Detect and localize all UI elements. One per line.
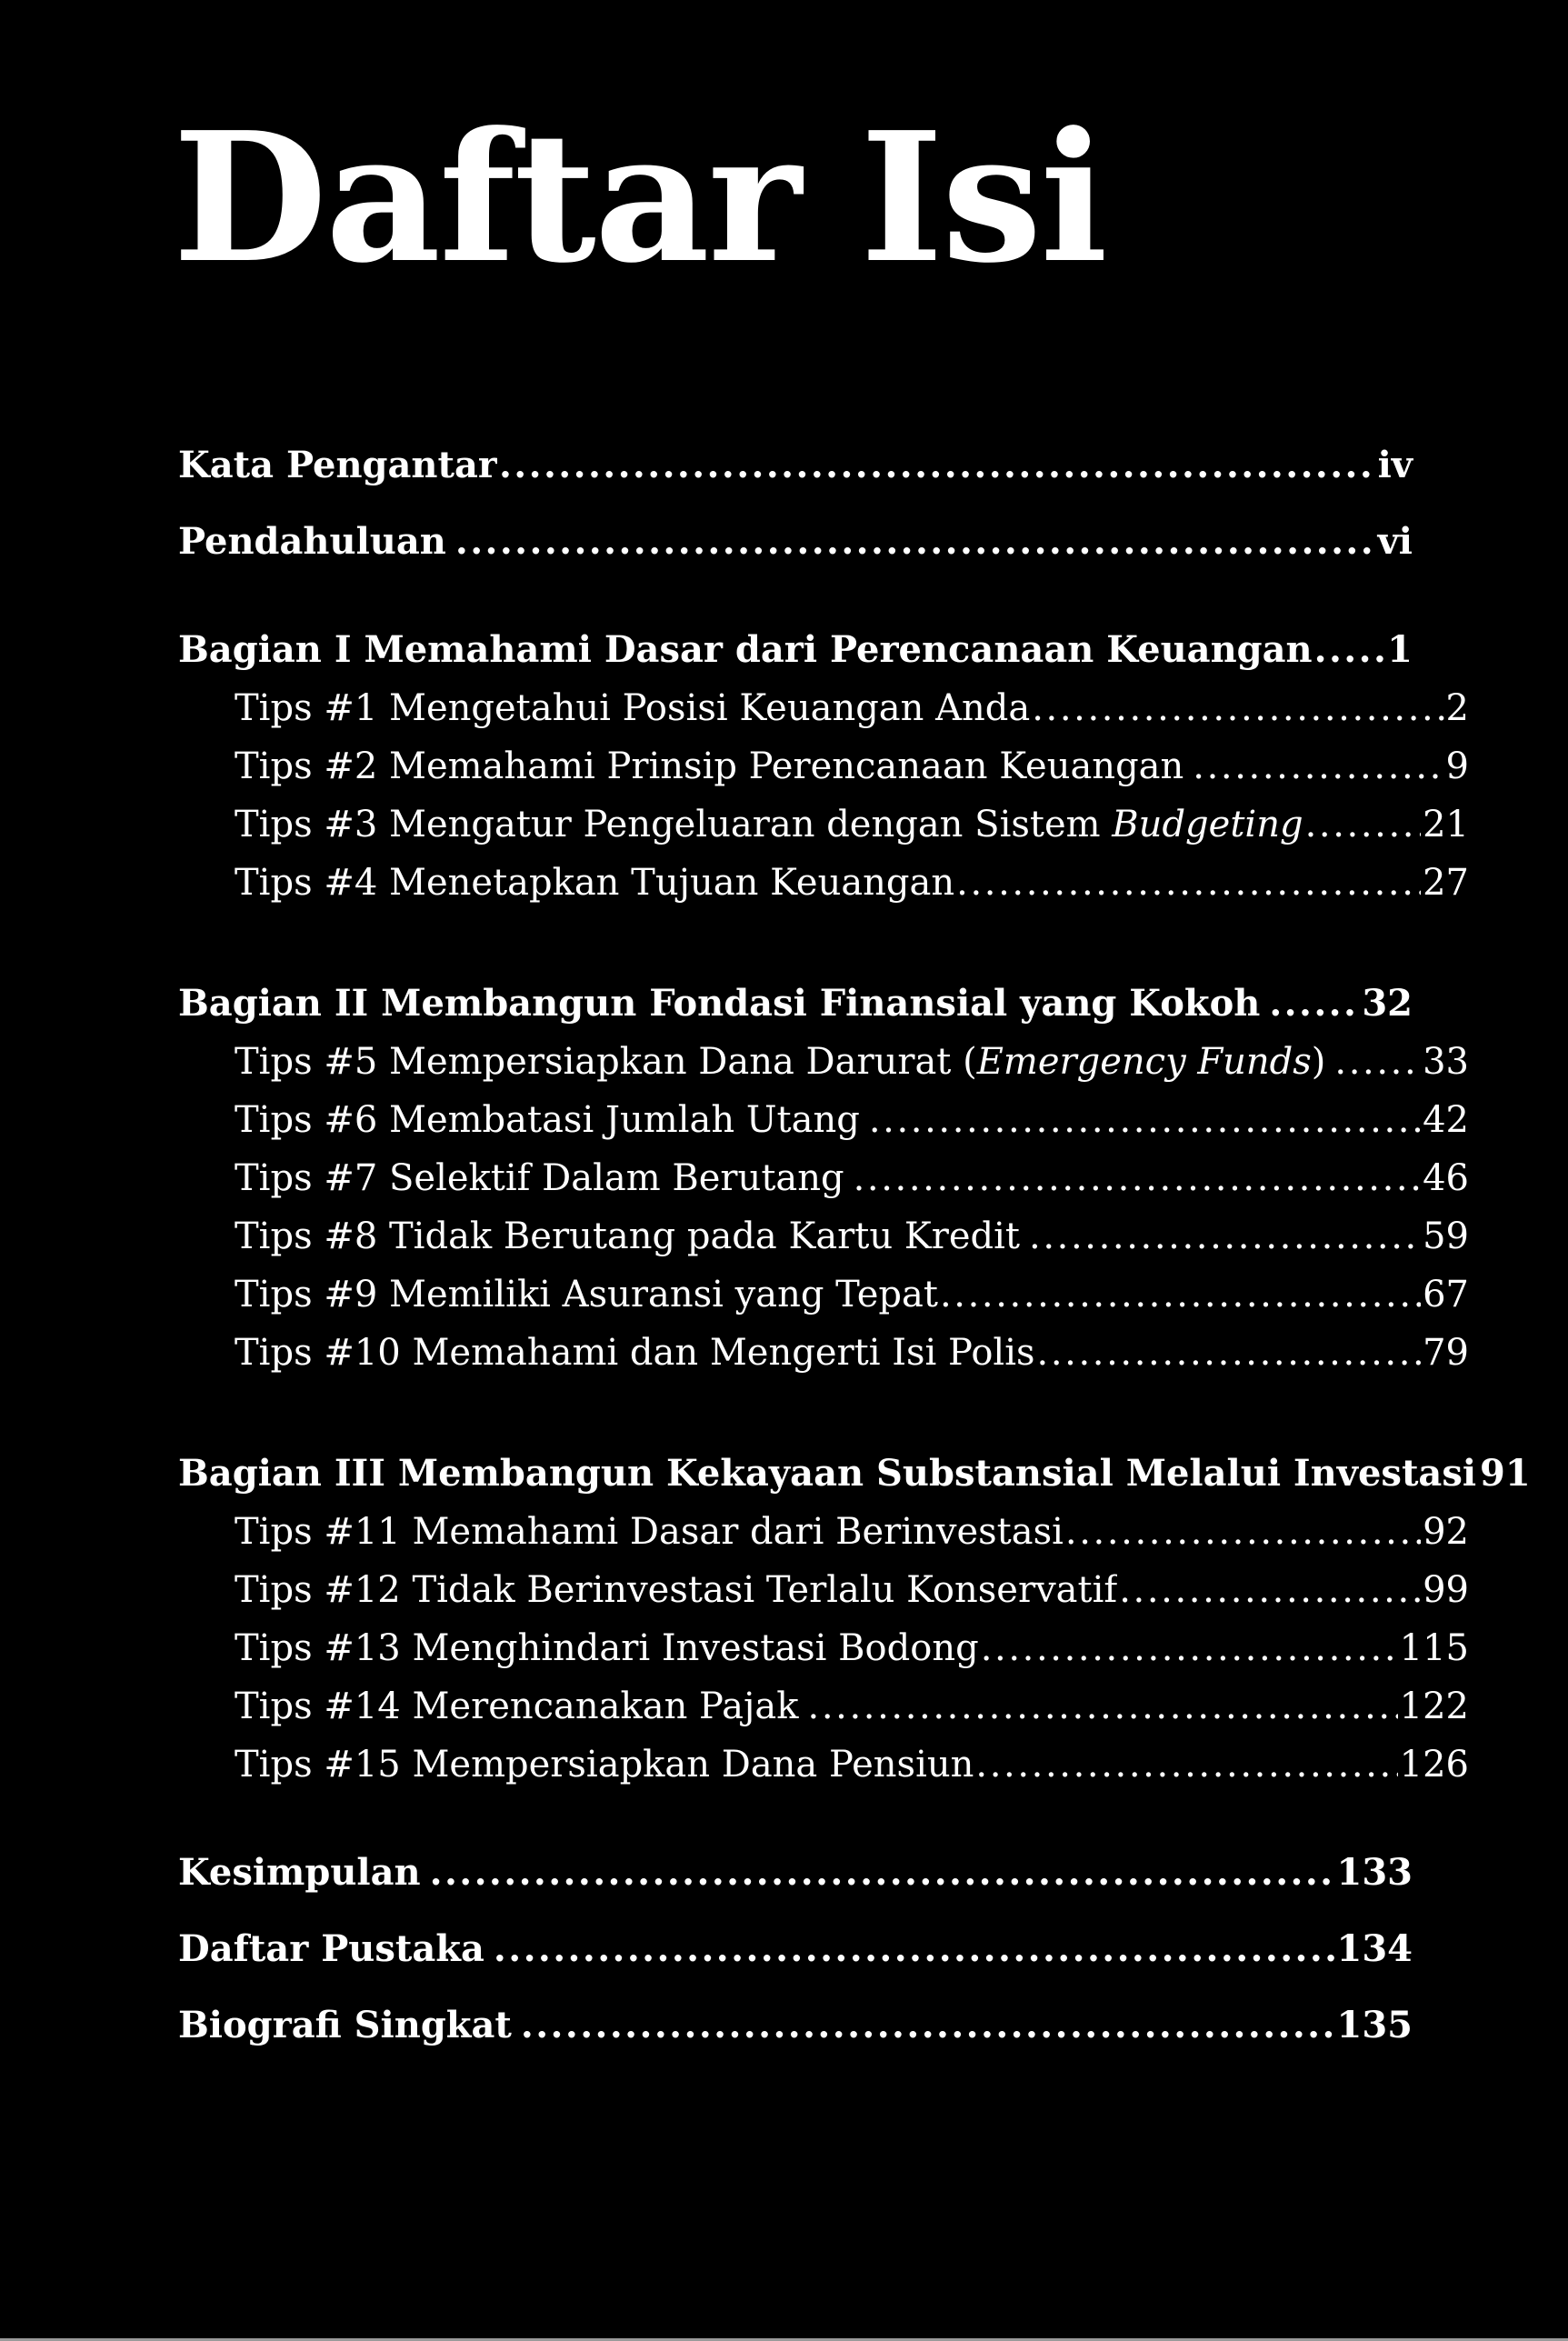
- dot-leader: [430, 1851, 1335, 1887]
- toc-entry-tips-9[interactable]: [235, 1274, 1469, 1316]
- toc-entry-bagian-1[interactable]: [178, 628, 1413, 671]
- toc-entry-label: Tips #11 Memahami Dasar dari Berinvestasi: [235, 1511, 1064, 1553]
- toc-entry-list: [178, 444, 1531, 2046]
- toc-entry-page-number: 92: [1423, 1511, 1469, 1553]
- toc-label-italic-term: Budgeting: [1112, 804, 1303, 845]
- toc-entry-label: Tips #6 Membatasi Jumlah Utang: [235, 1099, 860, 1141]
- toc-entry-bagian-2[interactable]: [178, 982, 1413, 1025]
- dot-leader: [1029, 1216, 1421, 1252]
- toc-entry-page-number: 135: [1336, 2004, 1413, 2046]
- toc-label-italic-term: Emergency Funds: [976, 1041, 1312, 1083]
- toc-entry-label: Tips #15 Mempersiapkan Dana Pensiun: [235, 1744, 974, 1786]
- toc-entry-page-number: vi: [1377, 520, 1413, 563]
- toc-entry-label: Tips #2 Memahami Prinsip Perencanaan Keuangan: [235, 745, 1184, 787]
- dot-leader: [869, 1099, 1421, 1135]
- toc-entry-page-number: 33: [1423, 1041, 1469, 1083]
- toc-entry-page-number: 27: [1423, 862, 1469, 904]
- toc-entry-page-number: 1: [1387, 628, 1413, 671]
- toc-entry-label: Tips #8 Tidak Berutang pada Kartu Kredit: [235, 1216, 1021, 1257]
- toc-label-text: ): [1311, 1041, 1326, 1083]
- toc-entry-page-number: 42: [1423, 1099, 1469, 1141]
- dot-leader: [455, 520, 1376, 556]
- toc-entry-page-number: 133: [1336, 1851, 1413, 1894]
- toc-entry-label: [235, 804, 1303, 845]
- dot-leader: [956, 862, 1421, 898]
- dot-leader: [499, 444, 1376, 480]
- toc-entry-tips-14[interactable]: [235, 1686, 1469, 1727]
- dot-leader: [808, 1686, 1398, 1722]
- toc-entry-label: Tips #12 Tidak Berinvestasi Terlalu Konservatif: [235, 1569, 1118, 1611]
- dot-leader: [1314, 628, 1386, 665]
- toc-entry-tips-8[interactable]: [235, 1216, 1469, 1257]
- toc-entry-label: Tips #14 Merencanakan Pajak: [235, 1686, 799, 1727]
- toc-entry-tips-2[interactable]: [235, 745, 1469, 787]
- toc-entry-page-number: 9: [1445, 745, 1469, 787]
- toc-entry-page-number: 115: [1399, 1627, 1469, 1669]
- toc-entry-tips-3[interactable]: [235, 804, 1469, 845]
- toc-entry-label: Tips #13 Menghindari Investasi Bodong: [235, 1627, 979, 1669]
- toc-entry-label: Kata Pengantar: [178, 444, 497, 486]
- toc-entry-label: Tips #9 Memiliki Asuransi yang Tepat: [235, 1274, 938, 1316]
- toc-entry-tips-15[interactable]: [235, 1744, 1469, 1786]
- toc-entry-page-number: 32: [1362, 982, 1413, 1025]
- toc-entry-label: Tips #10 Memahami dan Mengerti Isi Polis: [235, 1332, 1035, 1374]
- dot-leader: [1119, 1569, 1421, 1606]
- toc-entry-tips-6[interactable]: [235, 1099, 1469, 1141]
- toc-entry-page-number: 91: [1480, 1452, 1531, 1495]
- toc-entry-biografi-singkat[interactable]: [178, 2004, 1413, 2046]
- toc-label-text: Tips #5 Mempersiapkan Dana Darurat (: [235, 1041, 977, 1083]
- dot-leader: [1334, 1041, 1421, 1077]
- toc-entry-label: Kesimpulan: [178, 1851, 421, 1894]
- toc-entry-page-number: 21: [1423, 804, 1469, 845]
- dot-leader: [494, 1927, 1335, 1964]
- toc-entry-label: Pendahuluan: [178, 520, 446, 563]
- toc-entry-tips-13[interactable]: [235, 1627, 1469, 1669]
- toc-entry-label: Bagian III Membangun Kekayaan Substansial Melalui Investasi: [178, 1452, 1477, 1495]
- toc-label-text: Tips #3 Mengatur Pengeluaran dengan Sistem: [235, 804, 1113, 845]
- toc-entry-label: [235, 1041, 1325, 1083]
- toc-entry-page-number: 79: [1423, 1332, 1469, 1374]
- dot-leader: [1269, 982, 1360, 1018]
- dot-leader: [1032, 687, 1443, 724]
- toc-entry-page-number: 134: [1336, 1927, 1413, 1970]
- toc-entry-tips-4[interactable]: [235, 862, 1469, 904]
- toc-entry-tips-11[interactable]: [235, 1511, 1469, 1553]
- toc-entry-page-number: 122: [1399, 1686, 1469, 1727]
- toc-entry-tips-5[interactable]: [235, 1041, 1469, 1083]
- toc-entry-label: Bagian II Membangun Fondasi Finansial yang Kokoh: [178, 982, 1261, 1025]
- page-title: Daftar Isi: [173, 94, 1106, 303]
- toc-entry-page-number: 99: [1423, 1569, 1469, 1611]
- dot-leader: [940, 1274, 1421, 1310]
- dot-leader: [1065, 1511, 1421, 1547]
- toc-entry-label: Tips #1 Mengetahui Posisi Keuangan Anda: [235, 687, 1031, 729]
- toc-entry-label: Tips #4 Menetapkan Tujuan Keuangan: [235, 862, 955, 904]
- toc-entry-label: Tips #7 Selektif Dalam Berutang: [235, 1157, 844, 1199]
- toc-entry-tips-10[interactable]: [235, 1332, 1469, 1374]
- toc-entry-daftar-pustaka[interactable]: [178, 1927, 1413, 1970]
- dot-leader: [854, 1157, 1421, 1194]
- toc-entry-page-number: 67: [1423, 1274, 1469, 1316]
- toc-entry-kata-pengantar[interactable]: [178, 444, 1413, 486]
- toc-entry-tips-1[interactable]: [235, 687, 1469, 729]
- toc-entry-label: Daftar Pustaka: [178, 1927, 484, 1970]
- toc-entry-tips-7[interactable]: [235, 1157, 1469, 1199]
- toc-entry-kesimpulan[interactable]: [178, 1851, 1413, 1894]
- dot-leader: [981, 1627, 1398, 1664]
- toc-entry-pendahuluan[interactable]: [178, 520, 1413, 563]
- toc-entry-page-number: 59: [1423, 1216, 1469, 1257]
- toc-entry-bagian-3[interactable]: [178, 1452, 1531, 1495]
- dot-leader: [1193, 745, 1443, 782]
- dot-leader: [1305, 804, 1422, 840]
- toc-entry-page-number: 2: [1445, 687, 1469, 729]
- toc-entry-tips-12[interactable]: [235, 1569, 1469, 1611]
- toc-entry-label: Bagian I Memahami Dasar dari Perencanaan Keuangan: [178, 628, 1313, 671]
- toc-entry-page-number: 46: [1423, 1157, 1469, 1199]
- toc-entry-page-number: iv: [1377, 444, 1413, 486]
- dot-leader: [1037, 1332, 1422, 1368]
- dot-leader: [975, 1744, 1397, 1780]
- toc-entry-page-number: 126: [1399, 1744, 1469, 1786]
- toc-entry-label: Biografi Singkat: [178, 2004, 512, 2046]
- dot-leader: [521, 2004, 1335, 2040]
